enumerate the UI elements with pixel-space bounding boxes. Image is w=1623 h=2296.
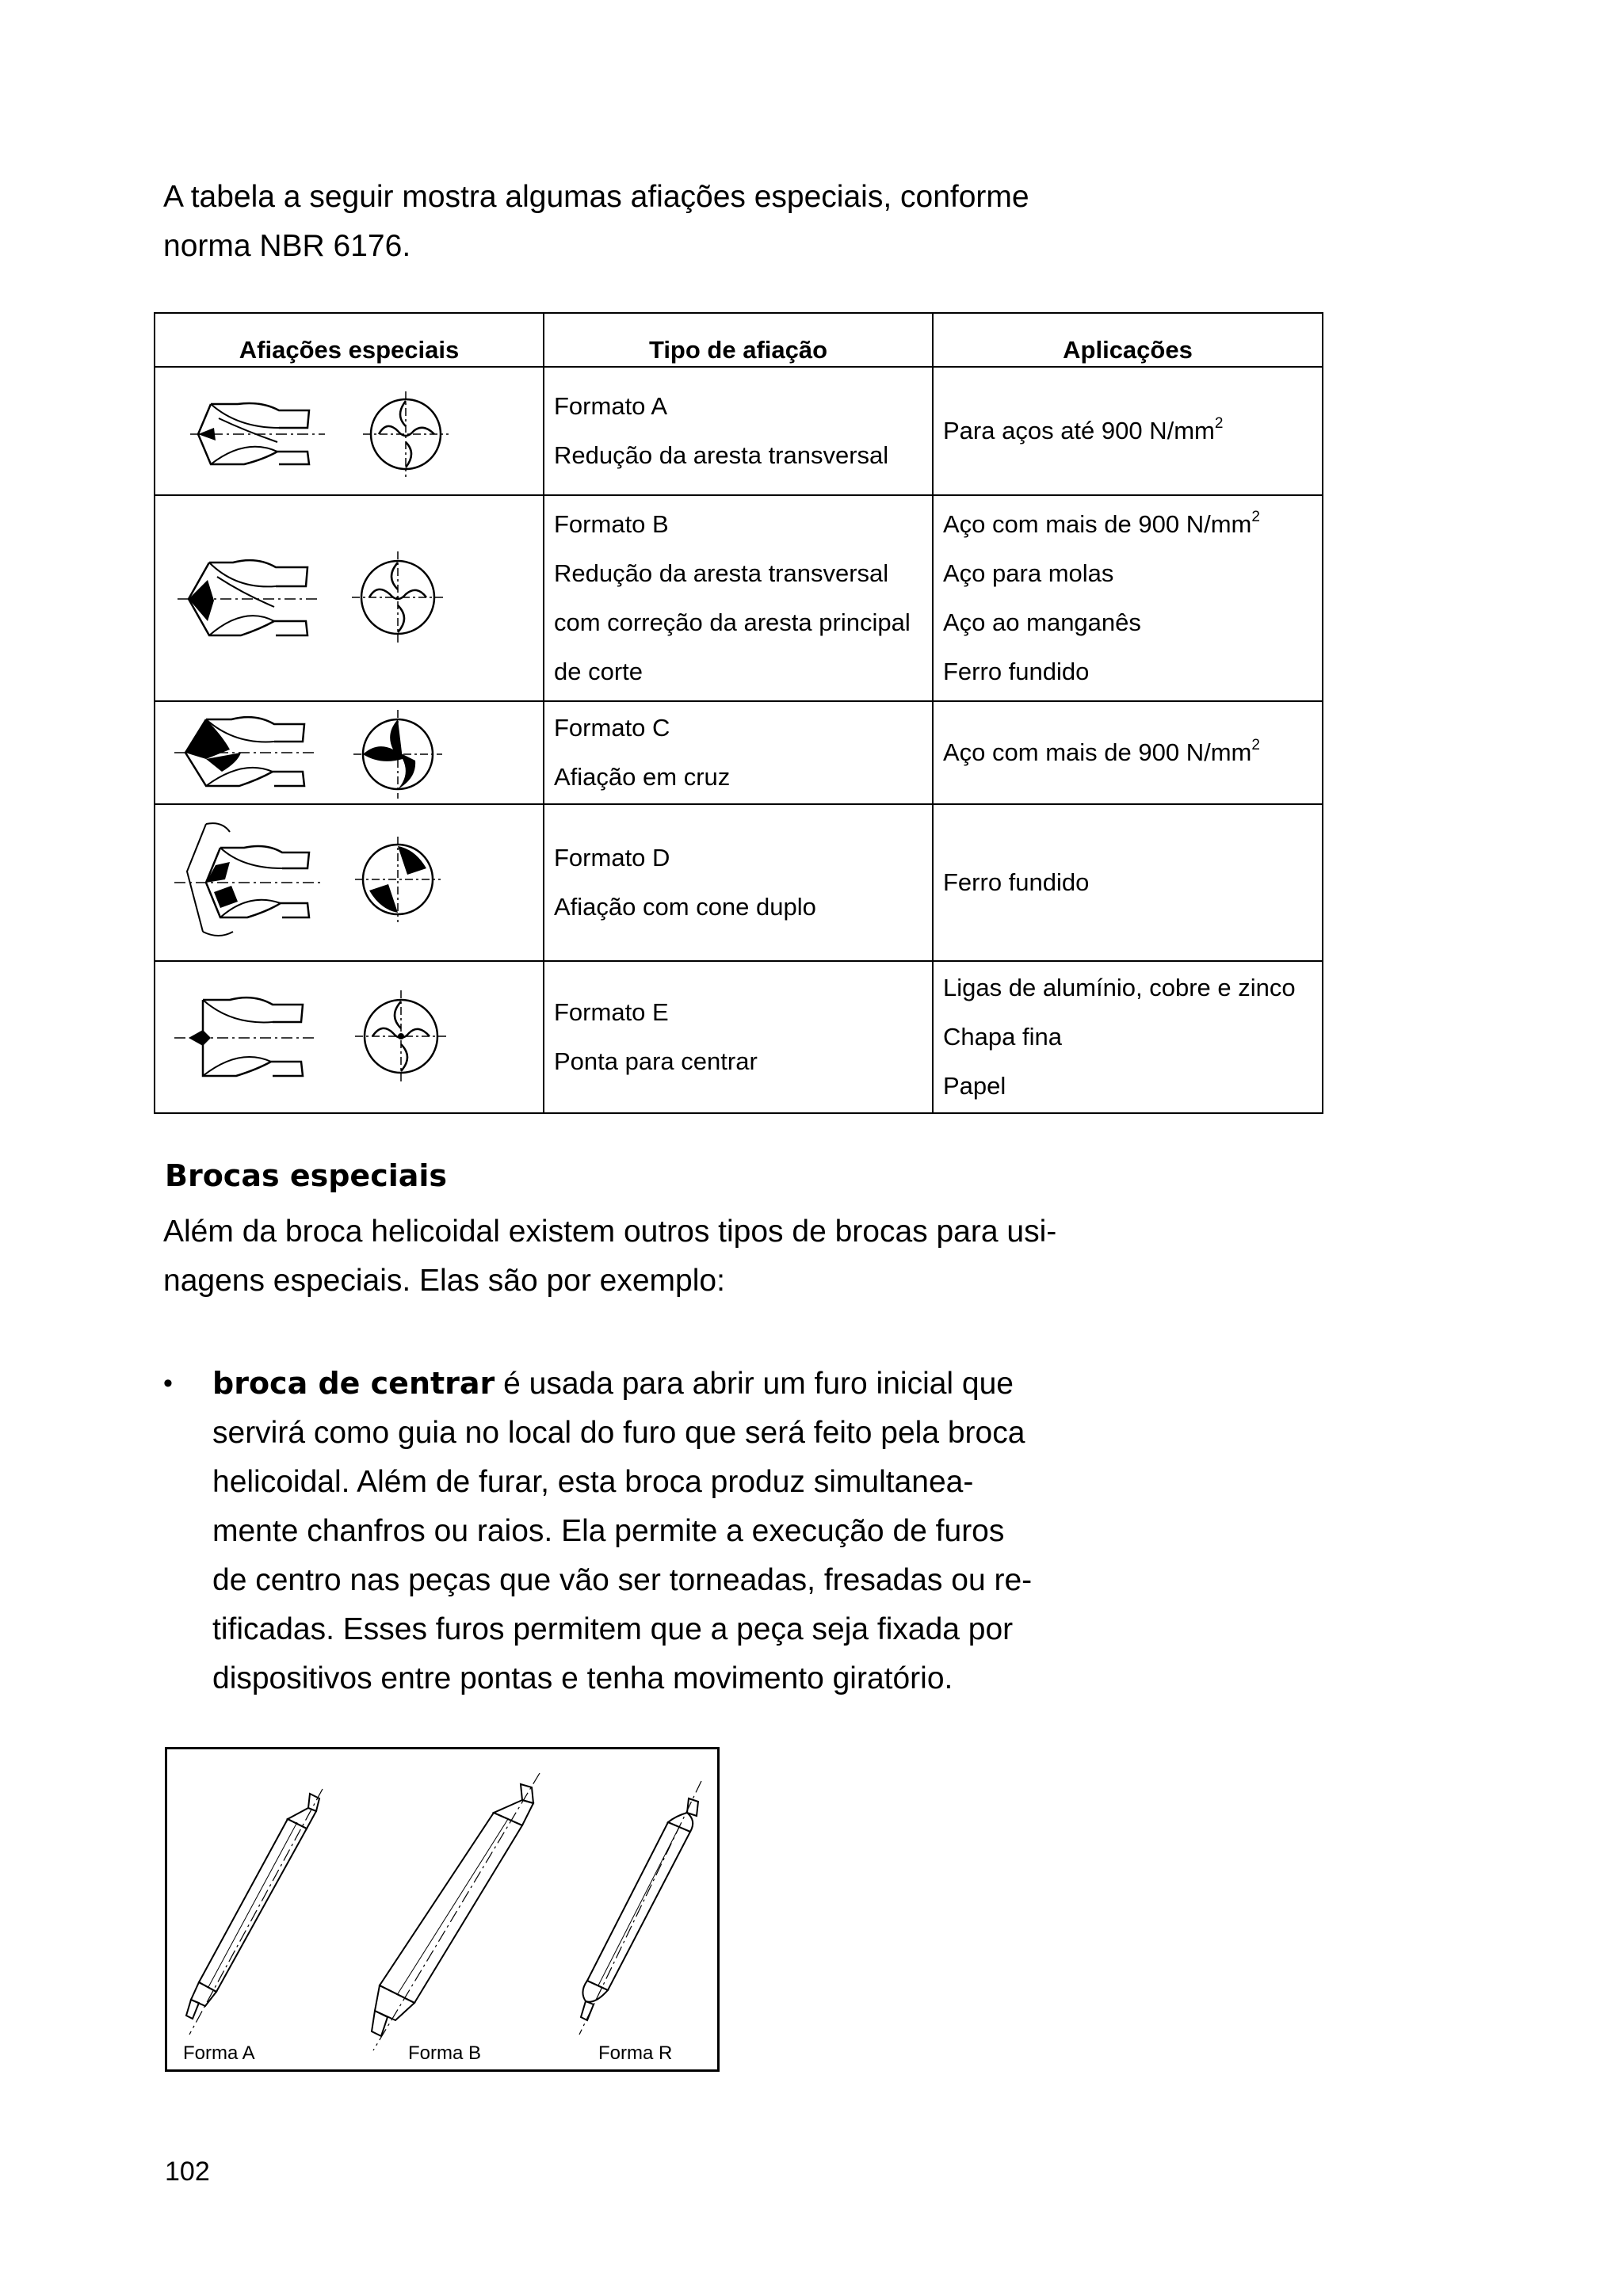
bullet-line: de centro nas peças que vão ser torneadas, fresadas ou re- bbox=[212, 1563, 1033, 1597]
center-drill-forma-a bbox=[186, 1789, 323, 2035]
table-row bbox=[155, 804, 1323, 961]
drill-end-view bbox=[353, 710, 442, 799]
aplicacao-item: Chapa fina bbox=[943, 1023, 1062, 1051]
table-header-row bbox=[155, 313, 1323, 367]
drill-side-view bbox=[174, 711, 317, 794]
aplicacao-item: Ferro fundido bbox=[943, 658, 1090, 685]
aplicacao-item: Ferro fundido bbox=[943, 868, 1090, 896]
page-number: 102 bbox=[165, 2157, 210, 2187]
center-drills-illustration bbox=[167, 1749, 717, 2069]
tipo-title: Formato A bbox=[554, 392, 667, 420]
center-drill-forma-r bbox=[579, 1781, 701, 2035]
header-tipo: Tipo de afiação bbox=[544, 313, 933, 367]
drill-side-view bbox=[174, 990, 317, 1085]
table-row bbox=[155, 961, 1323, 1113]
aplicacao-item: Aço para molas bbox=[943, 559, 1114, 587]
table-row bbox=[155, 367, 1323, 495]
tipo-title: Formato B bbox=[554, 510, 669, 538]
figure-label-forma-r: Forma R bbox=[598, 2042, 673, 2064]
aplicacao-item: Ligas de alumínio, cobre e zinco bbox=[943, 974, 1296, 1001]
drill-form-d-figure bbox=[155, 804, 544, 961]
drill-form-b-figure bbox=[155, 495, 544, 701]
drill-side-view bbox=[174, 813, 322, 952]
special-sharpening-table bbox=[154, 312, 1323, 1114]
bullet-marker: • bbox=[163, 1368, 173, 1398]
drill-end-view bbox=[355, 837, 441, 922]
tipo-desc: de corte bbox=[554, 658, 643, 685]
figure-label-forma-b: Forma B bbox=[408, 2042, 482, 2064]
para-line-1: Além da broca helicoidal existem outros tipos de brocas para usi- bbox=[163, 1215, 1057, 1249]
header-aplicacoes: Aplicações bbox=[933, 313, 1323, 367]
section-paragraph bbox=[163, 1207, 1075, 1306]
bullet-line: dispositivos entre pontas e tenha movimento giratório. bbox=[212, 1661, 953, 1695]
tipo-desc: Redução da aresta transversal bbox=[554, 559, 889, 587]
bullet-term: broca de centrar bbox=[212, 1366, 495, 1401]
tipo-desc: com correção da aresta principal bbox=[554, 608, 911, 636]
aplicacao-item: Aço ao manganês bbox=[943, 608, 1141, 636]
drill-form-a-figure bbox=[155, 367, 544, 495]
aplicacao-item: Papel bbox=[943, 1072, 1006, 1100]
table-row bbox=[155, 701, 1323, 804]
drill-side-view bbox=[178, 553, 320, 645]
tipo-desc: Afiação em cruz bbox=[554, 763, 731, 791]
intro-line-2: norma NBR 6176. bbox=[163, 229, 411, 263]
tipo-desc: Redução da aresta transversal bbox=[554, 441, 889, 469]
drill-end-view bbox=[355, 990, 447, 1082]
center-drill-forma-b bbox=[372, 1773, 540, 2050]
drill-end-view bbox=[352, 551, 444, 643]
bullet-line: helicoidal. Além de furar, esta broca produz simultanea- bbox=[212, 1465, 974, 1499]
drill-end-view bbox=[363, 391, 449, 477]
drill-side-view bbox=[190, 396, 325, 472]
para-line-2: nagens especiais. Elas são por exemplo: bbox=[163, 1264, 725, 1298]
aplicacao-item: Aço com mais de 900 $N/mm^2$ bbox=[943, 509, 1260, 538]
drill-form-c-figure bbox=[155, 701, 544, 804]
bullet-line: servirá como guia no local do furo que será feito pela broca bbox=[212, 1416, 1025, 1450]
tipo-title: Formato E bbox=[554, 998, 669, 1026]
bullet-line: tificadas. Esses furos permitem que a peça seja fixada por bbox=[212, 1612, 1014, 1646]
intro-paragraph bbox=[163, 173, 1075, 271]
header-afiacoes: Afiações especiais bbox=[155, 313, 544, 367]
center-drill-figure bbox=[165, 1747, 720, 2072]
bullet-line: é usada para abrir um furo inicial que bbox=[495, 1367, 1014, 1401]
section-heading: Brocas especiais bbox=[165, 1158, 448, 1193]
tipo-title: Formato C bbox=[554, 714, 670, 742]
aplicacao-item: Aço com mais de 900 $N/mm^2$ bbox=[943, 737, 1260, 766]
table-row bbox=[155, 495, 1323, 701]
bullet-line: mente chanfros ou raios. Ela permite a execução de furos bbox=[212, 1514, 1005, 1548]
figure-label-forma-a: Forma A bbox=[183, 2042, 255, 2064]
intro-line-1: A tabela a seguir mostra algumas afiações especiais, conforme bbox=[163, 180, 1029, 214]
tipo-title: Formato D bbox=[554, 844, 670, 871]
drill-form-e-figure bbox=[155, 961, 544, 1113]
tipo-desc: Ponta para centrar bbox=[554, 1047, 758, 1075]
aplicacao-item: Para aços até 900 $N/mm^2$ bbox=[943, 415, 1224, 444]
tipo-desc: Afiação com cone duplo bbox=[554, 893, 816, 921]
